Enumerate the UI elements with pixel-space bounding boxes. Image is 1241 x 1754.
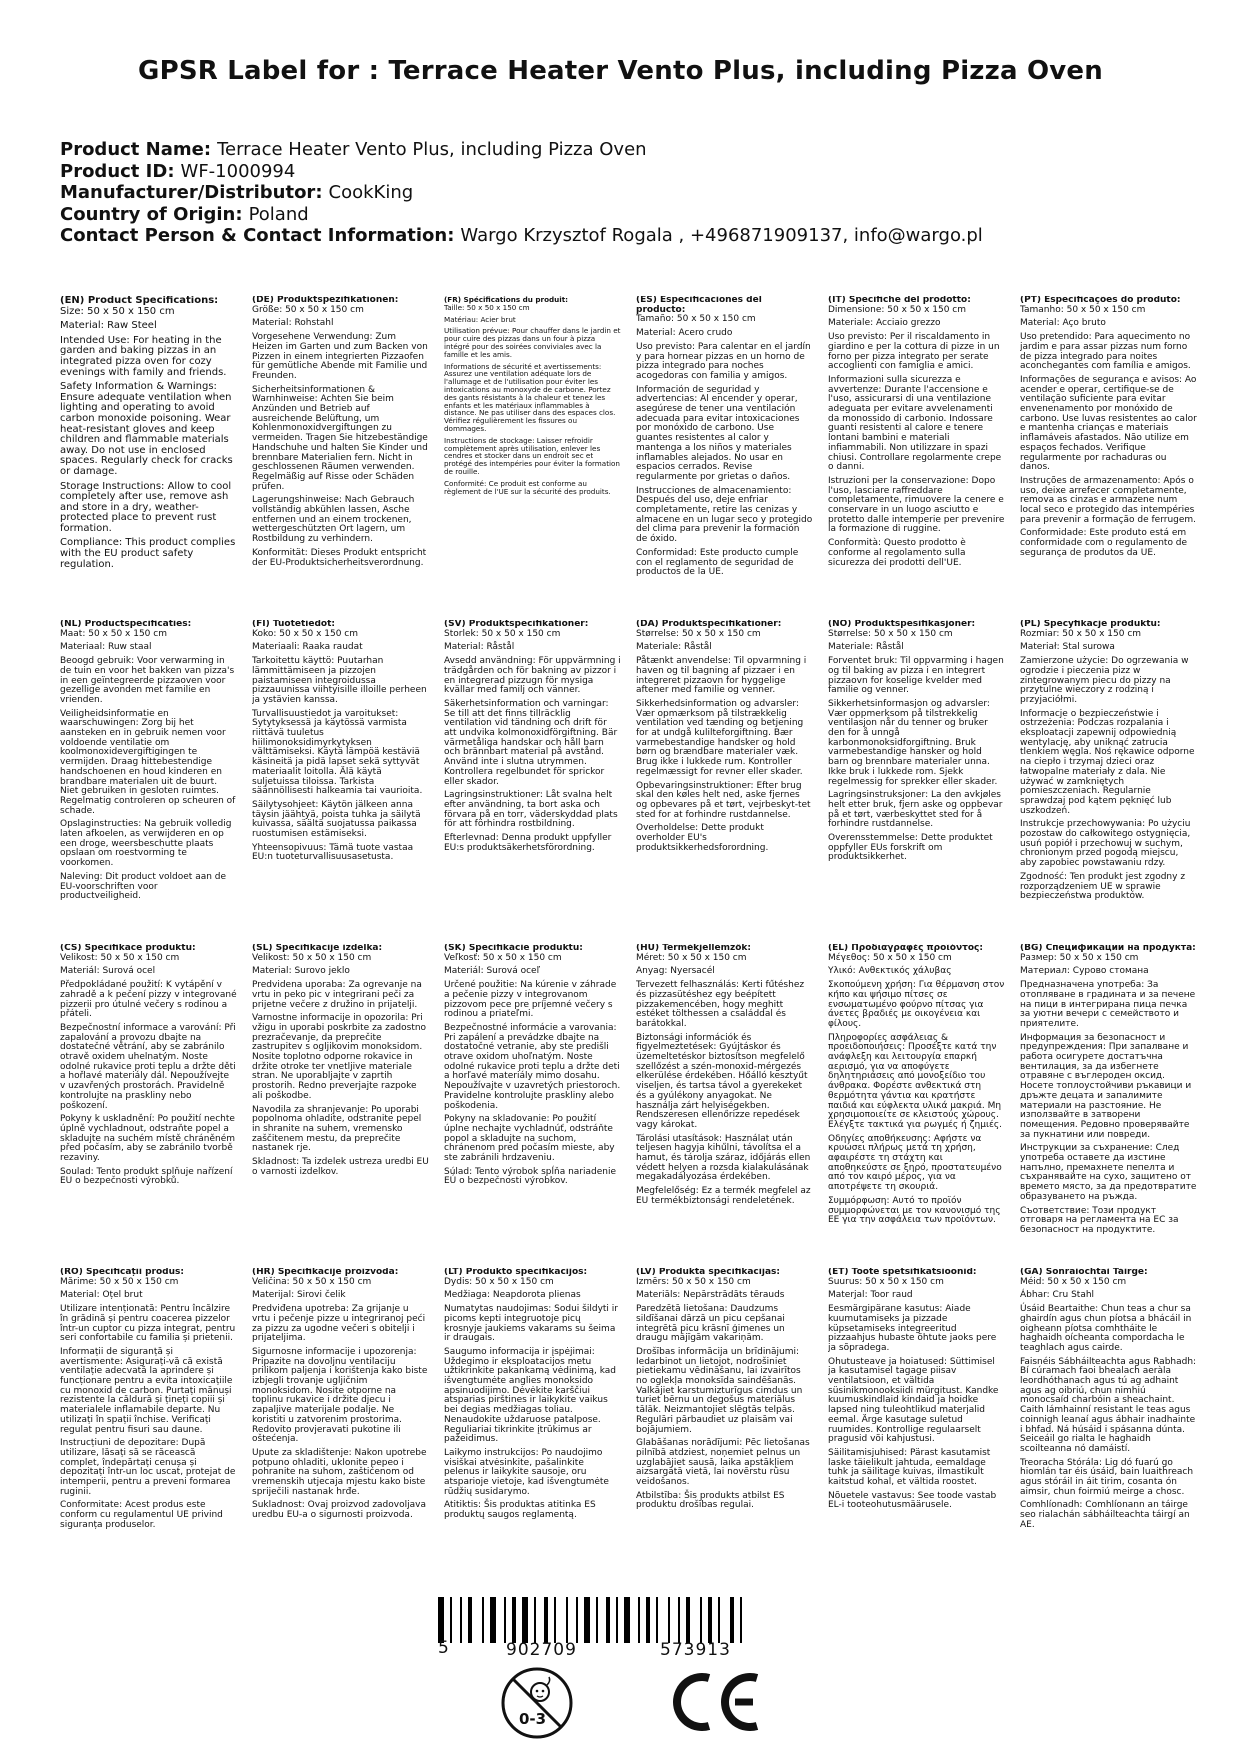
language-block-title: (NO) Produktspesifikasjoner: xyxy=(828,620,976,629)
language-block-paragraph: Glabāšanas norādījumi: Pēc lietošanas pilnībā atdziest, noņemiet pelnus un uzglabājiet sausā, laika apstākļiem aizsargātā vietā, lai novērstu rūsu veidošanos. xyxy=(636,1438,810,1488)
language-block-title: (FR) Spécifications du produit: xyxy=(444,296,569,304)
language-block-paragraph: Materiāls: Nepārstrādāts tērauds xyxy=(636,1290,785,1301)
barcode-bar xyxy=(606,1597,610,1643)
language-block-paragraph: Sikkerhedsinformation og advarsler: Vær opmærksom på tilstrækkelig ventilation ved tænding og betjening for at undgå kulilteforgiftning. Bær varmebestandige handsker og hold børn og brændbare materialer væk. Brug ikke i lukkede rum. Kontroller regelmæssigt for revner eller skader. xyxy=(636,698,804,777)
language-block-heading: (SL) Specifikacije izdelka: Velikost: 50 x 50 x 150 cm xyxy=(252,944,383,963)
language-block-paragraph: Material: Oțel brut xyxy=(60,1290,143,1301)
language-block-title: (HU) Termékjellemzők: xyxy=(636,944,752,953)
language-block-paragraph: Materiale: Acciaio grezzo xyxy=(828,318,941,329)
language-block-paragraph: Instrucciones de almacenamiento: Después del uso, deje enfriar completamente, retire las cenizas y almacene en un lugar seco y protegido del clima para prevenir la formación de óxido. xyxy=(636,485,813,545)
country-value: Poland xyxy=(248,203,309,225)
language-block xyxy=(828,944,1005,1249)
product-info xyxy=(60,139,983,247)
language-block-title: (NL) Productspecificaties: xyxy=(60,620,192,629)
language-block-paragraph: Naleving: Dit product voldoet aan de EU-voorschriften voor productveiligheid. xyxy=(60,871,227,902)
barcode-bar xyxy=(730,1597,734,1643)
barcode-bar xyxy=(700,1597,702,1643)
language-block-paragraph: Conformidade: Este produto está em conformidade com o regulamento de segurança de produtos da UE. xyxy=(1020,528,1188,558)
language-block-heading: (CS) Specifikace produktu: Velikost: 50 x 50 x 150 cm xyxy=(60,944,196,963)
language-block-paragraph: Материал: Сурово стомана xyxy=(1020,966,1149,977)
language-block-paragraph: Predvidena uporaba: Za ogrevanje na vrtu in peko pic v integrirani peči za prijetne večere z družino in prijatelji. xyxy=(252,980,422,1010)
language-block-heading: (ES) Especificaciones del producto: Tamaño: 50 x 50 x 150 cm xyxy=(636,296,762,325)
language-block-paragraph: Sukladnost: Ovaj proizvod zadovoljava uredbu EU-a o sigurnosti proizvoda. xyxy=(252,1500,426,1521)
barcode-bar xyxy=(534,1597,536,1643)
language-block-paragraph: Storage Instructions: Allow to cool completely after use, remove ash and store in a dry, weather-protected place to prevent rust formation. xyxy=(60,480,232,534)
language-block-paragraph: Materiale: Råstål xyxy=(828,642,904,653)
language-block-paragraph: Οδηγίες αποθήκευσης: Αφήστε να κρυώσει πλήρως μετά τη χρήση, αφαιρέστε τη στάχτη και αποθηκεύστε σε ξηρό, προστατευμένο από τον καιρό μέρος, για να αποτρέψετε τη σκουριά. xyxy=(828,1133,1002,1193)
language-block-paragraph: Zamierzone użycie: Do ogrzewania w ogrodzie i pieczenia pizz w zintegrowanym piecu do pizzy na przytulne wieczory z rodziną i przyjaciółmi. xyxy=(1020,656,1189,705)
language-block-title: (BG) Спецификации на продукта: xyxy=(1020,944,1196,953)
language-block xyxy=(1020,944,1197,1249)
language-block-paragraph: Laikymo instrukcijos: Po naudojimo visiškai atvėsinkite, pašalinkite pelenus ir laikykite sausoje, oru atsparioje vietoje, kad išvengtumėte rūdžių susidarymo. xyxy=(444,1447,609,1497)
language-block-heading: (DE) Produktspezifikationen: Größe: 50 x 50 x 150 cm xyxy=(252,296,399,315)
language-block-paragraph: Comhlíonadh: Comhlíonann an táirge seo rialachán sábháilteachta táirgí an AE. xyxy=(1020,1500,1190,1530)
language-block xyxy=(828,296,1005,601)
country-line xyxy=(60,204,983,226)
language-block-paragraph: Conformitate: Acest produs este conform cu regulamentul UE privind siguranța produselor. xyxy=(60,1500,223,1530)
product-name-value: Terrace Heater Vento Plus, including Pizza Oven xyxy=(217,139,647,160)
language-block-paragraph: Συμμόρφωση: Αυτό το προϊόν συμμορφώνεται με τον κανονισμό της ΕΕ για την ασφάλεια των προϊόντων. xyxy=(828,1195,1001,1226)
language-block-heading: (DA) Produktspecifikationer: Størrelse: 50 x 50 x 150 cm xyxy=(636,620,782,639)
language-block-title: (EL) Προδιαγραφές προϊόντος: xyxy=(828,944,983,953)
language-block xyxy=(252,944,429,1249)
language-block-title: (ES) Especificaciones del producto: xyxy=(636,296,762,315)
barcode-bar xyxy=(522,1597,528,1643)
barcode-bar xyxy=(646,1597,650,1643)
language-block xyxy=(60,620,237,925)
language-block-paragraph: Compliance: This product complies with the EU product safety regulation. xyxy=(60,537,236,570)
language-block-paragraph: Atitiktis: Šis produktas atitinka ES produktų saugos reglamentą. xyxy=(444,1500,596,1521)
language-block-paragraph: Lagerungshinweise: Nach Gebrauch vollständig abkühlen lassen, Asche entfernen und an einem trockenen, wettergeschützten Ort lagern, um Rostbildung zu verhindern. xyxy=(252,495,415,545)
language-block-paragraph: Tervezett felhasználás: Kerti fűtéshez és pizzasütéshez egy beépített pizzakemencében, hogy meghitt estéket tölthessen a családdal és barátokkal. xyxy=(636,980,805,1029)
language-block-heading: (PL) Specyfikacje produktu: Rozmiar: 50 x 50 x 150 cm xyxy=(1020,620,1161,639)
language-block xyxy=(444,944,621,1249)
language-block-paragraph: Materiaali: Raaka raudat xyxy=(252,642,363,653)
language-block-paragraph: Předpokládané použití: K vytápění v zahradě a k pečení pizzy v integrované pizzerii pro útulné večery s rodinou a přáteli. xyxy=(60,980,237,1020)
language-block-paragraph: Upute za skladištenje: Nakon upotrebe potpuno ohladiti, uklonite pepeo i pohranite na suhom, zaštićenom od vremenskih utjecaja mjestu kako biste spriječili nastanak hrđe. xyxy=(252,1447,427,1497)
language-block xyxy=(1020,296,1197,601)
barcode-bar xyxy=(576,1597,578,1643)
language-block-paragraph: Biztonsági információk és figyelmeztetések: Gyújtáskor és üzemeltetéskor biztosítson megfelelő szellőzést a szén-monoxid-mérgezés elkerülése érdekében. Hőálló kesztyűt viseljen, és tartsa távol a gyerekeket és a gyúlékony anyagokat. Ne használja zárt helyiségekben. Rendszeresen ellenőrizze repedések vagy károkat. xyxy=(636,1032,808,1130)
language-block-paragraph: Material: Acero crudo xyxy=(636,328,733,339)
language-block-paragraph: Navodila za shranjevanje: Po uporabi popolnoma ohladite, odstranite pepel in shranite na suhem, vremensko zaščitenem mestu, da preprečite nastanek rje. xyxy=(252,1104,422,1154)
language-block-paragraph: Uso pretendido: Para aquecimento no jardim e para assar pizzas num forno de pizza integrado para noites aconchegantes com família e amigos. xyxy=(1020,332,1191,372)
manufacturer-value: CookKing xyxy=(328,182,414,203)
barcode-bar xyxy=(740,1597,742,1643)
language-block-paragraph: Säilytysohjeet: Käytön jälkeen anna täysin jäähtyä, poista tuhka ja säilytä kuivassa, säältä suojatussa paikassa ruostumisen estämiseksi. xyxy=(252,799,421,840)
language-block-paragraph: Sikkerhetsinformasjon og advarsler: Vær oppmerksom på tilstrekkelig ventilasjon når du tenner og bruker den for å unngå karbonmonoksidforgiftning. Bruk varmebestandige hansker og hold barn og brennbare materialer unna. Ikke bruk i lukkede rom. Sjekk regelmessig for sprekker eller skader. xyxy=(828,698,998,787)
barcode-bar xyxy=(544,1597,548,1643)
language-block-title: (LV) Produkta specifikācijas: xyxy=(636,1268,780,1277)
language-block-paragraph: Lagringsinstruktioner: Låt svalna helt efter användning, ta bort aska och förvara på en torr, väderskyddad plats för att förhindra rostbildning. xyxy=(444,790,618,830)
language-block-paragraph: Σκοπούμενη χρήση: Για θέρμανση στον κήπο και ψήσιμο πίτσες σε ενσωματωμένο φούρνο πίτσας για άνετες βραδιές με οικογένεια και φίλους. xyxy=(828,980,1005,1029)
contact-line xyxy=(60,225,983,247)
barcode-bar xyxy=(678,1597,680,1643)
language-block-paragraph: Forventet bruk: Til oppvarming i hagen og til baking av pizza i en integrert pizzaovn for koselige kvelder med familie og venner. xyxy=(828,656,1004,696)
contact-value: Wargo Krzysztof Rogala , +496871909137, info@wargo.pl xyxy=(460,225,983,246)
language-block-paragraph: Instruções de armazenamento: Após o uso, deixe arrefecer completamente, remova as cinzas e armazene num local seco e protegido das intempéries para prevenir a formação de ferrugem. xyxy=(1020,475,1197,525)
barcode-bar xyxy=(554,1597,556,1643)
barcode-bar xyxy=(656,1597,658,1643)
language-block-title: (SK) Špecifikácie produktu: xyxy=(444,944,583,953)
language-block-paragraph: Instrukcje przechowywania: Po użyciu pozostaw do całkowitego ostygnięcia, usuń popiół i przechowuj w suchym, chronionym przed pogodą miejscu, aby zapobiec powstawaniu rdzy. xyxy=(1020,819,1191,869)
language-block-paragraph: Opbevaringsinstruktioner: Efter brug skal den køles helt ned, aske fjernes og opbevares på et tørt, vejrbeskyt-tet sted for at forhindre rustdannelse. xyxy=(636,780,811,820)
language-block-paragraph: Informații de siguranță și avertismente: Asigurați-vă că există ventilație adecvată la aprindere și funcționare pentru a evita intoxicațiile cu monoxid de carbon. Purtați mănuși rezistente la căldură și țineți copiii și materialele inflamabile departe. Nu utilizați în spații închise. Verificați regulat pentru fisuri sau daune. xyxy=(60,1346,233,1435)
product-id-value: WF-1000994 xyxy=(180,160,296,182)
language-block-heading: (RO) Specificații produs: Mărime: 50 x 50 x 150 cm xyxy=(60,1268,184,1287)
language-block-paragraph: Pokyny k uskladnění: Po použití nechte úplně vychladnout, odstraňte popel a skladujte na suchém místě chráněném před počasím, aby se zabránilo tvorbě rezaviny. xyxy=(60,1114,236,1164)
language-block-paragraph: Informations de sécurité et avertissements: Assurez une ventilation adéquate lors de l'allumage et de l'utilisation pour éviter les intoxications au monoxyde de carbone. Portez des gants résistants à la chaleur et tenez les enfants et les matériaux inflammables à distance. Ne pas utiliser dans des espaces clos. Vérifiez régulièrement les fissures ou dommages. xyxy=(444,361,616,433)
language-block-title: (GA) Sonraíochtaí Táirge: xyxy=(1020,1268,1148,1277)
barcode-bar xyxy=(468,1597,472,1643)
language-block-paragraph: Bezpečnostní informace a varování: Při zapalování a provozu dbajte na dostatečné větrání, aby se zabránilo otravě oxidem uhelnatým. Noste odolné rukavice proti teplu a držte děti a hořlavé materiály dál. Nepoužívejte v uzavřených prostorách. Pravidelně kontrolujte na praskliny nebo poškození. xyxy=(60,1022,236,1111)
language-block-paragraph: Инструкции за съхранение: След употреба оставете да изстине напълно, премахнете пепелта и съхранявайте на сухо, защитено от времето място, за да предотвратите образуването на ръжда. xyxy=(1020,1143,1197,1202)
language-block-paragraph: Saugumo informacija ir įspėjimai: Uždegimo ir eksploatacijos metu užtikrinkite pakankamą vėdinimą, kad išvengtumėte anglies monoksido apsinuodijimo. Dėvėkite karščiui atsparias pirštines ir laikykite vaikus bei degias medžiagas toliau. Nenaudokite uždaruose patalpose. Reguliariai tikrinkite įtrūkimus ar pažeidimus. xyxy=(444,1346,616,1445)
language-block-heading: (EL) Προδιαγραφές προϊόντος: Μέγεθος: 50 x 50 x 150 cm xyxy=(828,944,983,963)
language-block-paragraph: Pokyny na skladovanie: Po použití úplne nechajte vychladnúť, odstráňte popol a skladujte na suchom, chránenom pred počasím mieste, aby ste zabránili hrdzaveniu. xyxy=(444,1114,615,1164)
age-warning-text: 0-3 xyxy=(519,1710,547,1728)
language-block-heading: (FI) Tuotetiedot: Koko: 50 x 50 x 150 cm xyxy=(252,620,359,639)
language-block-paragraph: Съответствие: Този продукт отговаря на регламента на ЕС за безопасност на продуктите. xyxy=(1020,1205,1179,1235)
language-block xyxy=(252,1268,429,1573)
language-block-paragraph: Bezpečnostné informácie a varovania: Pri zapálení a prevádzke dbajte na dostatočné vetranie, aby ste predišli otrave oxidom uhoľnatým. Noste odolné rukavice proti teplu a držte deti a horľavé materiály mimo dosahu. Nepoužívajte v uzavretých priestoroch. Pravidelne kontrolujte praskliny alebo poškodenia. xyxy=(444,1022,621,1111)
language-block-paragraph: Información de seguridad y advertencias: Al encender y operar, asegúrese de tener una ventilación adecuada para evitar intoxicaciones por monóxido de carbono. Use guantes resistentes al calor y mantenga a los niños y materiales inflamables alejados. No usar en espacios cerrados. Revise regularmente por grietas o daños. xyxy=(636,384,800,482)
barcode-bar xyxy=(668,1597,670,1643)
language-block-paragraph: Paredzētā lietošana: Daudzums sildīšanai dārzā un picu cepšanai integrētā picu krāsnī ģimenes un draugu mājīgām vakariņām. xyxy=(636,1304,785,1344)
language-block-title: (CS) Specifikace produktu: xyxy=(60,944,196,953)
language-block-title: (SV) Produktspecifikationer: xyxy=(444,620,589,629)
language-block-paragraph: Instrucțiuni de depozitare: După utilizare, lăsați să se răcească complet, îndepărtați cenușa și depozitați într-un loc uscat, protejat de intemperii, pentru a preveni formarea ruginii. xyxy=(60,1438,236,1497)
language-block-paragraph: Påtænkt anvendelse: Til opvarmning i haven og til bagning af pizzaer i en integreret pizzaovn for hyggelige aftener med familie og venner. xyxy=(636,656,807,696)
language-block-title: (PL) Specyfikacje produktu: xyxy=(1020,620,1161,629)
language-block-heading: (SV) Produktspecifikationer: Storlek: 50 x 50 x 150 cm xyxy=(444,620,589,639)
language-block-paragraph: Numatytas naudojimas: Sodui šildyti ir picoms kepti integruotoje picų krosnyje jaukiems vakarams su šeima ir draugais. xyxy=(444,1304,618,1344)
barcode xyxy=(438,1597,810,1643)
language-block xyxy=(636,944,813,1249)
barcode-bar xyxy=(566,1597,568,1643)
language-block-title: (IT) Specifiche del prodotto: xyxy=(828,296,971,305)
language-block-heading: (IT) Specifiche del prodotto: Dimensione: 50 x 50 x 150 cm xyxy=(828,296,971,315)
language-block-paragraph: Uso previsto: Per il riscaldamento in giardino e per la cottura di pizze in un forno per pizza integrato per serate accoglienti con famiglia e amici. xyxy=(828,332,1000,372)
language-block-heading: (BG) Спецификации на продукта: Размер: 50 x 50 x 150 cm xyxy=(1020,944,1196,963)
language-block xyxy=(444,296,621,601)
language-block-paragraph: Materiał: Stal surowa xyxy=(1020,642,1115,653)
language-block-paragraph: Conformidad: Este producto cumple con el reglamento de seguridad de productos de la UE. xyxy=(636,547,799,578)
language-block-paragraph: Υλικό: Ανθεκτικός χάλυβας xyxy=(828,966,952,977)
language-block-title: (SL) Specifikacije izdelka: xyxy=(252,944,383,953)
language-block-paragraph: Istruzioni per la conservazione: Dopo l'uso, lasciare raffreddare completamente, rimuovere la cenere e conservare in un luogo asciutto e protetto dalle intemperie per prevenire la formazione di ruggine. xyxy=(828,475,1005,535)
language-block-paragraph: Materiál: Surová oceľ xyxy=(444,966,540,977)
language-block-paragraph: Faisnéis Sábháilteachta agus Rabhadh: Bí cúramach faoi bhealach aeràla leordhóthanach agus tú ag adhaint agus ag oibriú, chun nimhiú monocsaíd charbóin a sheachaint. Caith lámhainní resistant le teas agus coinnigh leanaí agus ábhair inadhainte i bhfad. Ná húsáid i spásanna dúnta. Seiceáil go rialta le haghaidh scoilteanna nó damáistí. xyxy=(1020,1356,1197,1454)
barcode-bar xyxy=(512,1597,516,1643)
language-block-paragraph: Conformité: Ce produit est conforme au règlement de l'UE sur la sécurité des produits. xyxy=(444,478,611,496)
language-block-paragraph: Säkerhetsinformation och varningar: Se till att det finns tillräcklig ventilation vid tändning och drift för att undvika kolmonoxidförgiftning. Bär värmetåliga handskar och håll barn och brännbart material på avstånd. Använd inte i slutna utrymmen. Kontrollera regelbundet för sprickor eller skador. xyxy=(444,698,618,787)
language-block xyxy=(252,620,429,925)
language-block-paragraph: Materiale: Råstål xyxy=(636,642,712,653)
manufacturer-label: Manufacturer/Distributor: xyxy=(60,182,323,203)
language-block-paragraph: Yhteensopivuus: Tämä tuote vastaa EU:n tuoteturvallisuusasetusta. xyxy=(252,842,414,863)
language-block-heading: (FR) Spécifications du produit: Taille: 50 x 50 x 150 cm xyxy=(444,296,569,312)
language-block-paragraph: Material: Rohstahl xyxy=(252,318,334,329)
language-block-paragraph: Sigurnosne informacije i upozorenja: Pripazite na dovoljnu ventilaciju prilikom paljenja i korištenja kako biste izbjegli trovanje ugljičnim monoksidom. Nosite otporne na toplinu rukavice i držite djecu i zapaljive materijale podalje. Ne koristiti u zatvorenim prostorima. Redovito provjeravati pukotine ili oštećenja. xyxy=(252,1346,428,1445)
language-block-paragraph: Предназначена употреба: За отопляване в градината и за печене на пици в интегрирана пица печка за уютни вечери с семейството и приятелите. xyxy=(1020,980,1196,1029)
language-block-heading: (HU) Termékjellemzők: Méret: 50 x 50 x 150 cm xyxy=(636,944,752,963)
language-block-paragraph: Drošības informācija un brīdinājumi: Iedarbinot un lietojot, nodrošiniet pietiekamu vēdināšanu, lai izvairītos no oglekļa monoksīda saindēšanās. Valkājiet karstumizturīgus cimdus un turiet bērnu un degošus materiālus tālāk. Neizmantojiet slēgtās telpās. Regulāri pārbaudiet uz plaisām vai bojājumiem. xyxy=(636,1346,803,1435)
language-block-paragraph: Säilitamisjuhised: Pärast kasutamist laske täielikult jahtuda, eemaldage tuhk ja säilitage kuivas, ilmastikult kaitstud kohal, et vältida roostet. xyxy=(828,1447,991,1488)
language-grid xyxy=(60,296,1196,1586)
barcode-bar xyxy=(450,1597,452,1643)
language-block-heading: (ET) Toote spetsifikatsioonid: Suurus: 50 x 50 x 150 cm xyxy=(828,1268,977,1287)
language-block-paragraph: Atbilstība: Šis produkts atbilst ES produktu drošības regulai. xyxy=(636,1490,785,1511)
language-block-paragraph: Ábhar: Cru Stahl xyxy=(1020,1290,1095,1301)
language-block-paragraph: Nõuetele vastavus: See toode vastab EL-i tooteohutusmäärusele. xyxy=(828,1490,997,1511)
manufacturer-line xyxy=(60,182,983,204)
language-block-title: (EN) Product Specifications: xyxy=(60,296,219,306)
language-block-title: (DE) Produktspezifikationen: xyxy=(252,296,399,305)
language-block-paragraph: Beoogd gebruik: Voor verwarming in de tuin en voor het bakken van pizza's in een geïntegreerde pizzaoven voor gezellige avonden met familie en vrienden. xyxy=(60,656,235,705)
language-block-heading: (GA) Sonraíochtaí Táirge: Méid: 50 x 50 x 150 cm xyxy=(1020,1268,1148,1287)
language-block-paragraph: Material: Raw Steel xyxy=(60,320,157,332)
language-block xyxy=(636,620,813,925)
language-block-paragraph: Tárolási utasítások: Használat után teljesen hagyja kihűlni, távolítsa el a hamut, és tárolja száraz, időjárás ellen védett helyen a rozsda kialakulásának megakadályozása érdekében. xyxy=(636,1133,811,1183)
language-block-paragraph: Treoracha Stórála: Lig dó fuarú go hiomlán tar éis úsáid, bain luaithreach agus stóráil in áit tirim, cosanta ón aimsir, chun foirmiú meirge a chosc. xyxy=(1020,1457,1194,1497)
language-block xyxy=(828,620,1005,925)
language-block-heading: (EN) Product Specifications: Size: 50 x 50 x 150 cm xyxy=(60,296,219,317)
language-block-heading: (HR) Specifikacije proizvoda: Veličina: 50 x 50 x 150 cm xyxy=(252,1268,399,1287)
barcode-bar xyxy=(624,1597,630,1643)
barcode-bar xyxy=(504,1597,506,1643)
barcode-first-digit: 5 xyxy=(438,1638,449,1658)
barcode-bar xyxy=(718,1597,720,1643)
language-block-paragraph: Skladnost: Ta izdelek ustreza uredbi EU o varnosti izdelkov. xyxy=(252,1157,429,1177)
barcode-bar xyxy=(686,1597,690,1643)
language-block-paragraph: Tarkoitettu käyttö: Puutarhan lämmittämiseen ja pizzojen paistamiseen integroidussa pizzauunissa viihtyisille illoille perheen ja ystävien kanssa. xyxy=(252,656,427,705)
language-block-paragraph: Určené použitie: Na kúrenie v záhrade a pečenie pizzy v integrovanom pizzovom pece pre príjemné večery s rodinou a priateľmi. xyxy=(444,980,617,1020)
language-block-paragraph: Intended Use: For heating in the garden and baking pizzas in an integrated pizza oven for cozy evenings with family and friends. xyxy=(60,334,227,378)
language-block-paragraph: Eesmärgipärane kasutus: Aiade kuumutamiseks ja pizzade küpsetamiseks integreeritud pizzaahjus hubaste õhtute jaoks pere ja sõpradega. xyxy=(828,1304,997,1353)
language-block xyxy=(444,620,621,925)
language-block xyxy=(828,1268,1005,1573)
age-restriction-0-3-icon xyxy=(499,1665,575,1741)
product-id-label: Product ID: xyxy=(60,160,175,182)
contact-label: Contact Person & Contact Information: xyxy=(60,225,455,246)
barcode-bar xyxy=(482,1597,484,1643)
language-block-paragraph: Material: Råstål xyxy=(444,642,515,653)
barcode-bar xyxy=(490,1597,496,1643)
language-block-paragraph: Efterlevnad: Denna produkt uppfyller EU:s produktsäkerhetsförordning. xyxy=(444,833,612,853)
language-block-title: (RO) Specificații produs: xyxy=(60,1268,184,1277)
language-block-paragraph: Vorgesehene Verwendung: Zum Heizen im Garten und zum Backen von Pizzen in einem integrierten Pizzaofen für gemütliche Abende mit Familie und Freunden. xyxy=(252,332,428,381)
ce-mark-icon xyxy=(665,1670,765,1734)
language-block-paragraph: Soulad: Tento produkt splňuje nařízení EU o bezpečnosti výrobků. xyxy=(60,1166,233,1187)
language-block-paragraph: Materjal: Toor raud xyxy=(828,1290,913,1301)
language-block-title: (HR) Specifikacije proizvoda: xyxy=(252,1268,399,1277)
language-block-paragraph: Predviđena upotreba: Za grijanje u vrtu i pečenje pizze u integriranoj peći za pizzu za ugodne večeri s obitelji i prijateljima. xyxy=(252,1304,426,1344)
language-block xyxy=(60,944,237,1249)
language-block-paragraph: Materiál: Surová ocel xyxy=(60,966,156,977)
language-block-heading: (NO) Produktspesifikasjoner: Størrelse: 50 x 50 x 150 cm xyxy=(828,620,976,639)
language-block-paragraph: Veiligheidsinformatie en waarschuwingen: Zorg bij het aansteken en in gebruik nemen voor voldoende ventilatie om koolmonoxidevergiftigingen te vermijden. Draag hittebestendige handschoenen en houd kinderen en brandbare materialen uit de buurt. Niet gebruiken in gesloten ruimtes. Regelmatig controleren op scheuren of schade. xyxy=(60,708,236,816)
language-block-paragraph: Instructions de stockage: Laisser refroidir complètement après utilisation, enlever les cendres et stocker dans un endroit sec et protégé des intempéries pour éviter la formation de rouille. xyxy=(444,435,620,476)
language-block-paragraph: Materiaal: Ruw staal xyxy=(60,642,152,653)
language-block-paragraph: Megfelelőség: Ez a termék megfelel az EU termékbiztonsági rendeletének. xyxy=(636,1186,811,1206)
language-block-paragraph: Avsedd användning: För uppvärmning i trädgården och för bakning av pizzor i en integrerad pizzugn för mysiga kvällar med familj och vänner. xyxy=(444,656,621,696)
barcode-bar xyxy=(460,1597,462,1643)
barcode-right-digits: 573913 xyxy=(660,1640,731,1660)
language-block xyxy=(60,296,237,601)
barcode-bar xyxy=(584,1597,590,1643)
barcode-bar xyxy=(638,1597,640,1643)
language-block-paragraph: Opslaginstructies: Na gebruik volledig laten afkoelen, as verwijderen en op een droge, weersbeschutte plaats opslaan om roestvorming te voorkomen. xyxy=(60,819,232,869)
language-block-paragraph: Utilizare intenționată: Pentru încălzire în grădină și pentru coacerea pizzelor într-un cuptor cu pizza integrat, pentru seri confortabile cu familia și prietenii. xyxy=(60,1304,236,1344)
language-block-paragraph: Информация за безопасност и предупреждения: При запалване и работа осигурете достатъчна вентилация, за да избегнете отравяне с въглероден оксид. Носете топлоустойчиви ръкавици и дръжте децата и запалимите материали на разстояние. Не използвайте в затворени помещения. Редовно проверявайте за пукнатини или повреди. xyxy=(1020,1032,1192,1140)
language-block-title: (FI) Tuotetiedot: xyxy=(252,620,336,629)
language-block xyxy=(636,296,813,601)
language-block-paragraph: Medžiaga: Neapdorota plienas xyxy=(444,1290,581,1301)
product-id-line xyxy=(60,161,983,183)
language-block-paragraph: Súlad: Tento výrobok spĺňa nariadenie EÚ o bezpečnosti výrobkov. xyxy=(444,1166,617,1187)
language-block-heading: (NL) Productspecificaties: Maat: 50 x 50 x 150 cm xyxy=(60,620,192,639)
language-block-paragraph: Konformität: Dieses Produkt entspricht der EU-Produktsicherheitsverordnung. xyxy=(252,547,427,568)
language-block-paragraph: Informazioni sulla sicurezza e avvertenze: Durante l'accensione e l'uso, assicurarsi di una ventilazione adeguata per evitare avvelenamenti da monossido di carbonio. Indossare guanti resistenti al calore e tenere lontani bambini e materiali infiammabili. Non utilizzare in spazi chiusi. Controllare regolarmente crepe o danni. xyxy=(828,374,1002,473)
language-block-paragraph: Sicherheitsinformationen & Warnhinweise: Achten Sie beim Anzünden und Betrieb auf ausreichende Belüftung, um Kohlenmonoxidvergiftungen zu vermeiden. Tragen Sie hitzebeständige Handschuhe und halten Sie Kinder und brennbare Materialien fern. Nicht in geschlossenen Räumen verwenden. Regelmäßig auf Risse oder Schäden prüfen. xyxy=(252,384,428,492)
language-block-paragraph: Lagringsinstruksjoner: La den avkjøles helt etter bruk, fjern aske og oppbevar på et tørt, værbeskyttet sted for å forhindre rustdannelse. xyxy=(828,790,1003,830)
language-block-title: (PT) Especificações do produto: xyxy=(1020,296,1181,305)
language-block-paragraph: Safety Information & Warnings: Ensure adequate ventilation when lighting and operating to avoid carbon monoxide poisoning. Wear heat-resistant gloves and keep children and flammable materials away. Do not use in enclosed spaces. Regularly check for cracks or damage. xyxy=(60,381,233,477)
language-block-paragraph: Overholdelse: Dette produkt overholder EU's produktsikkerhedsforordning. xyxy=(636,823,769,853)
language-block-paragraph: Matériau: Acier brut xyxy=(444,314,516,324)
language-block-paragraph: Anyag: Nyersacél xyxy=(636,966,715,977)
barcode-left-digits: 902709 xyxy=(506,1640,577,1660)
language-block-paragraph: Úsáid Beartaithe: Chun teas a chur sa ghairdín agus chun píotsa a bhácáil in oigheann píotsa comhtháite le haghaidh oícheanta compordacha le teaghlach agus cairde. xyxy=(1020,1304,1192,1353)
country-label: Country of Origin: xyxy=(60,203,243,225)
language-block-paragraph: Ohutusteave ja hoiatused: Süttimisel ja kasutamisel tagage piisav ventilatsioon, et vältida süsinikmonooksiidi mürgitust. Kandke kuumuskindlaid kindaid ja hoidke lapsed ning tuleohtlikud materjalid eemal. Ärge kasutage suletud ruumides. Kontrollige regulaarselt pragusid või kahjustusi. xyxy=(828,1356,999,1445)
language-block-paragraph: Material: Aço bruto xyxy=(1020,318,1106,329)
language-block-paragraph: Material: Surovo jeklo xyxy=(252,966,350,977)
label-title: GPSR Label for : Terrace Heater Vento Plus, including Pizza Oven xyxy=(138,56,1103,86)
language-block-title: (LT) Produkto specifikacijos: xyxy=(444,1268,588,1277)
language-block-heading: (PT) Especificações do produto: Tamanho: 50 x 50 x 150 cm xyxy=(1020,296,1181,315)
language-block-paragraph: Zgodność: Ten produkt jest zgodny z rozporządzeniem UE w sprawie bezpieczeństwa produktów. xyxy=(1020,871,1186,902)
language-block xyxy=(60,1268,237,1573)
product-name-label: Product Name: xyxy=(60,139,212,160)
language-block-heading: (LV) Produkta specifikācijas: Izmērs: 50 x 50 x 150 cm xyxy=(636,1268,780,1287)
language-block xyxy=(1020,1268,1197,1573)
language-block-paragraph: Utilisation prévue: Pour chauffer dans le jardin et pour cuire des pizzas dans un four à pizza intégré pour des soirées conviviales avec la famille et les amis. xyxy=(444,326,621,359)
barcode-bar xyxy=(708,1597,712,1643)
language-block-title: (DA) Produktspecifikationer: xyxy=(636,620,782,629)
language-block-paragraph: Conformità: Questo prodotto è conforme al regolamento sulla sicurezza dei prodotti dell'UE. xyxy=(828,538,966,568)
language-block-paragraph: Overensstemmelse: Dette produktet oppfyller EUs forskrift om produktsikkerhet. xyxy=(828,833,993,863)
language-block xyxy=(636,1268,813,1573)
language-block-paragraph: Varnostne informacije in opozorila: Pri vžigu in uporabi poskrbite za zadostno prezračevanje, da preprečite zastrupitev s ogljikovim monoksidom. Nosite toplotno odporne rokavice in držite otroke ter vnetljive materiale stran. Ne uporabljajte v zaprtih prostorih. Redno preverjajte razpoke ali poškodbe. xyxy=(252,1013,427,1101)
language-block-paragraph: Informações de segurança e avisos: Ao acender e operar, certifique-se de ventilação suficiente para evitar envenenamento por monóxido de carbono. Use luvas resistentes ao calor e mantenha crianças e materiais inflamáveis afastados. Não utilize em espaços fechados. Verifique regularmente por rachaduras ou danos. xyxy=(1020,374,1197,473)
language-block-heading: (SK) Špecifikácie produktu: Veľkosť: 50 x 50 x 150 cm xyxy=(444,944,583,963)
language-block xyxy=(1020,620,1197,925)
product-name-line xyxy=(60,139,983,161)
language-block-paragraph: Uso previsto: Para calentar en el jardín y para hornear pizzas en un horno de pizza integrado para noches acogedoras con familia y amigos. xyxy=(636,341,811,381)
barcode-bar xyxy=(616,1597,618,1643)
language-block-paragraph: Informacje o bezpieczeństwie i ostrzeżenia: Podczas rozpalania i eksploatacji zapewnij odpowiednią wentylację, aby uniknąć zatrucia tlenkiem węgla. Noś rękawice odporne na ciepło i trzymaj dzieci oraz łatwopalne materiały z dala. Nie używać w zamkniętych pomieszczeniach. Regularnie sprawdzaj pod kątem pęknięć lub uszkodzeń. xyxy=(1020,708,1195,816)
language-block-paragraph: Materijal: Sirovi čelik xyxy=(252,1290,346,1301)
language-block-title: (ET) Toote spetsifikatsioonid: xyxy=(828,1268,977,1277)
language-block-paragraph: Turvallisuustiedot ja varoitukset: Sytytyksessä ja käytössä varmista riittävä tuuletus hiilimonoksidimyrkytyksen välttämiseksi. Käytä lämpöä kestäviä käsineitä ja pidä lapset sekä syttyvät materiaalit loitolla. Älä käytä suljetuissa tiloissa. Tarkista säännöllisesti halkeamia tai vaurioita. xyxy=(252,708,423,797)
language-block-heading: (LT) Produkto specifikacijos: Dydis: 50 x 50 x 150 cm xyxy=(444,1268,588,1287)
barcode-bar xyxy=(596,1597,598,1643)
language-block-paragraph: Πληροφορίες ασφάλειας & προειδοποιήσεις: Προσέξτε κατά την ανάφλεξη και λειτουργία επαρκή αερισμό, για να αποφύγετε δηλητηριάσεις από μονοξείδιο του άνθρακα. Φορέστε ανθεκτικά στη θερμότητα γάντια και κρατήστε παιδιά και εύφλεκτα υλικά μακριά. Μη χρησιμοποιείτε σε κλειστούς χώρους. Ελέγξτε τακτικά για ρωγμές ή ζημιές. xyxy=(828,1032,1003,1130)
language-block xyxy=(444,1268,621,1573)
barcode-bar xyxy=(438,1597,444,1643)
language-block xyxy=(252,296,429,601)
